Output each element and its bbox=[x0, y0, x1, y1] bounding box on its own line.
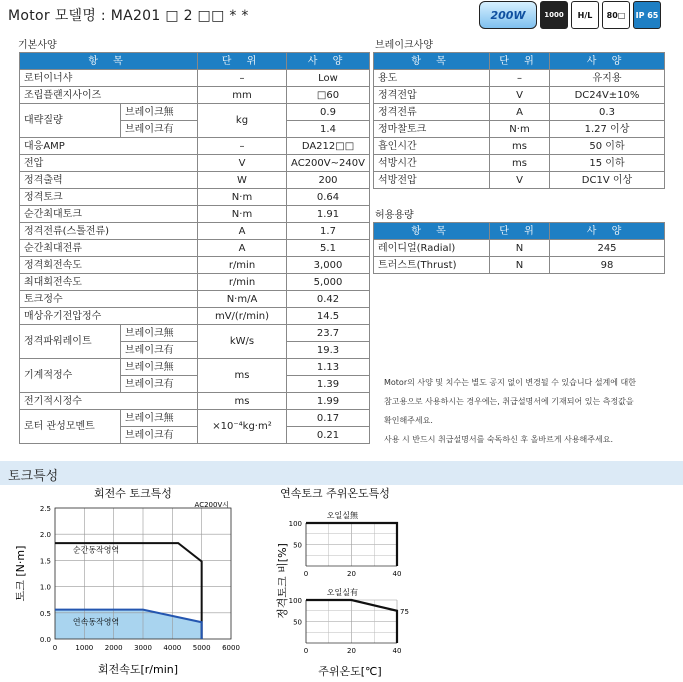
spec-sub-item: 브레이크有 bbox=[121, 342, 198, 359]
spec-row bbox=[20, 189, 370, 206]
spec-value: 0.17 bbox=[287, 410, 370, 427]
spec-value: 1.91 bbox=[287, 206, 370, 223]
load-unit: N bbox=[490, 240, 550, 257]
brake-col-unit: 단 위 bbox=[490, 53, 550, 70]
spec-unit: kW/s bbox=[198, 325, 287, 359]
spec-value: 14.5 bbox=[287, 308, 370, 325]
col-value: 사 양 bbox=[287, 53, 370, 70]
brake-col-value: 사 양 bbox=[550, 53, 665, 70]
x-tick-label: 4000 bbox=[163, 644, 182, 652]
spec-value: 1.13 bbox=[287, 359, 370, 376]
x-tick-label: 2000 bbox=[104, 644, 123, 652]
spec-value: 1.4 bbox=[287, 121, 370, 138]
spec-value: □60 bbox=[287, 87, 370, 104]
spec-row bbox=[20, 274, 370, 291]
spec-item: 로터이너샤 bbox=[20, 70, 198, 87]
y-tick-label: 2.0 bbox=[39, 531, 51, 540]
brake-item: 흡인시간 bbox=[374, 138, 490, 155]
chart2-title: 연속토크 주위온도특성 bbox=[280, 487, 390, 500]
spec-sub-item: 브레이크有 bbox=[121, 376, 198, 393]
spec-unit: r/min bbox=[198, 274, 287, 291]
spec-row bbox=[20, 291, 370, 308]
torque-section-title: 토크특성 bbox=[8, 469, 59, 484]
speed-torque-chart bbox=[14, 486, 240, 676]
load-spec-label: 허용용량 bbox=[375, 210, 414, 221]
spec-item: 최대회전속도 bbox=[20, 274, 198, 291]
brake-value: DC1V 이상 bbox=[550, 172, 665, 189]
spec-unit: – bbox=[198, 70, 287, 87]
spec-value: 200 bbox=[287, 172, 370, 189]
spec-sub-item: 브레이크無 bbox=[121, 104, 198, 121]
col-unit: 단 위 bbox=[198, 53, 287, 70]
brake-value: DC24V±10% bbox=[550, 87, 665, 104]
spec-value: 0.42 bbox=[287, 291, 370, 308]
load-col-value: 사 양 bbox=[550, 223, 665, 240]
brake-value: 1.27 이상 bbox=[550, 121, 665, 138]
model-title: Motor 모델명 : MA201 □ 2 □□ * * bbox=[8, 8, 249, 24]
spec-unit: A bbox=[198, 240, 287, 257]
spec-item: 정격파워레이트 bbox=[20, 325, 121, 359]
spec-item: 기계적정수 bbox=[20, 359, 121, 393]
load-row bbox=[374, 240, 665, 257]
spec-sub-item: 브레이크無 bbox=[121, 410, 198, 427]
y-tick-label: 50 bbox=[293, 618, 302, 627]
spec-row bbox=[20, 172, 370, 189]
spec-item: 정격토크 bbox=[20, 189, 198, 206]
load-unit: N bbox=[490, 257, 550, 274]
spec-item: 정격회전속도 bbox=[20, 257, 198, 274]
brake-item: 정마찰토크 bbox=[374, 121, 490, 138]
series-label-peak: 순간동작영역 bbox=[72, 545, 120, 555]
spec-value: 3,000 bbox=[287, 257, 370, 274]
brake-row bbox=[374, 104, 665, 121]
spec-unit: W bbox=[198, 172, 287, 189]
spec-item: 정격전류(스톨전류) bbox=[20, 223, 198, 240]
torque-charts bbox=[0, 485, 683, 682]
brake-item: 정격전압 bbox=[374, 87, 490, 104]
spec-row bbox=[20, 308, 370, 325]
y-tick-label: 0.0 bbox=[39, 636, 51, 644]
spec-unit: kg bbox=[198, 104, 287, 138]
basic-spec-label: 기본사양 bbox=[18, 40, 57, 51]
spec-row bbox=[20, 223, 370, 240]
x-tick-label: 0 bbox=[52, 644, 58, 652]
brake-spec-label: 브레이크사양 bbox=[375, 40, 433, 51]
spec-unit: ms bbox=[198, 359, 287, 393]
spec-item: 정격출력 bbox=[20, 172, 198, 189]
brake-unit: – bbox=[490, 70, 550, 87]
x-tick-label: 0 bbox=[303, 570, 309, 578]
spec-unit: A bbox=[198, 223, 287, 240]
chart1-ylabel: 토크 [N·m] bbox=[14, 545, 27, 602]
spec-row bbox=[20, 70, 370, 87]
load-item: 레이디얼(Radial) bbox=[374, 240, 490, 257]
temperature-torque-chart bbox=[275, 486, 409, 678]
brake-spec-table bbox=[373, 52, 665, 189]
spec-sub-item: 브레이크無 bbox=[121, 359, 198, 376]
basic-header-row bbox=[20, 53, 370, 70]
spec-unit: ms bbox=[198, 393, 287, 410]
brake-row bbox=[374, 121, 665, 138]
load-header-row bbox=[374, 223, 665, 240]
spec-unit: – bbox=[198, 138, 287, 155]
brake-value: 50 이하 bbox=[550, 138, 665, 155]
y-tick-label: 50 bbox=[293, 541, 302, 550]
spec-sub-item: 브레이크有 bbox=[121, 427, 198, 444]
spec-value: 5.1 bbox=[287, 240, 370, 257]
spec-item: 조립플랜지사이즈 bbox=[20, 87, 198, 104]
spec-row bbox=[20, 138, 370, 155]
x-tick-label: 20 bbox=[347, 570, 356, 578]
chart2-ylabel: 정격토크 비[%] bbox=[276, 543, 289, 619]
brake-value: 0.3 bbox=[550, 104, 665, 121]
spec-row bbox=[20, 155, 370, 172]
spec-value: 0.21 bbox=[287, 427, 370, 444]
brake-unit: N·m bbox=[490, 121, 550, 138]
end-value-label: 75 bbox=[400, 607, 409, 616]
spec-unit: V bbox=[198, 155, 287, 172]
x-tick-label: 1000 bbox=[75, 644, 94, 652]
brake-row bbox=[374, 138, 665, 155]
spec-value: DA212□□ bbox=[287, 138, 370, 155]
spec-row bbox=[20, 206, 370, 223]
spec-row bbox=[20, 257, 370, 274]
spec-row bbox=[20, 240, 370, 257]
brake-value: 유지용 bbox=[550, 70, 665, 87]
x-tick-label: 3000 bbox=[134, 644, 152, 652]
spec-value: 23.7 bbox=[287, 325, 370, 342]
spec-item: 순간최대전류 bbox=[20, 240, 198, 257]
brake-unit: V bbox=[490, 87, 550, 104]
y-tick-label: 1.0 bbox=[39, 583, 51, 592]
brake-item: 용도 bbox=[374, 70, 490, 87]
spec-item: 토크정수 bbox=[20, 291, 198, 308]
x-tick-label: 40 bbox=[392, 647, 402, 655]
brake-unit: ms bbox=[490, 155, 550, 172]
y-tick-label: 0.5 bbox=[39, 609, 51, 618]
badge-encoder: 1000 bbox=[540, 1, 568, 29]
brake-row bbox=[374, 70, 665, 87]
spec-unit: r/min bbox=[198, 257, 287, 274]
brake-row bbox=[374, 172, 665, 189]
spec-sub-item: 브레이크有 bbox=[121, 121, 198, 138]
spec-unit: N·m bbox=[198, 189, 287, 206]
brake-row bbox=[374, 155, 665, 172]
brake-item: 정격전류 bbox=[374, 104, 490, 121]
spec-value: 1.39 bbox=[287, 376, 370, 393]
note-line: 사용 시 반드시 취급설명서를 숙독하신 후 올바르게 사용해주세요. bbox=[384, 435, 613, 444]
spec-value: 5,000 bbox=[287, 274, 370, 291]
spec-item: 대략질량 bbox=[20, 104, 121, 138]
note-line: 참고용으로 사용하시는 경우에는, 취급설명서에 기재되어 있는 측정값을 bbox=[384, 397, 634, 406]
brake-row bbox=[374, 87, 665, 104]
spec-row bbox=[20, 393, 370, 410]
load-col-unit: 단 위 bbox=[490, 223, 550, 240]
chart2-xlabel: 주위온도[℃] bbox=[318, 665, 382, 678]
load-value: 245 bbox=[550, 240, 665, 257]
spec-item: 순간최대토크 bbox=[20, 206, 198, 223]
spec-row bbox=[20, 104, 370, 121]
note-line: 확인해주세요. bbox=[384, 416, 433, 425]
spec-value: 0.64 bbox=[287, 189, 370, 206]
brake-unit: A bbox=[490, 104, 550, 121]
spec-unit: ×10⁻⁴kg·m² bbox=[198, 410, 287, 444]
x-tick-label: 5000 bbox=[192, 644, 211, 652]
col-item: 항 목 bbox=[20, 53, 198, 70]
brake-col-item: 항 목 bbox=[374, 53, 490, 70]
chart1-title: 회전수 토크특성 bbox=[94, 487, 172, 500]
spec-item: 전기적시정수 bbox=[20, 393, 198, 410]
chart1-xlabel: 회전속도[r/min] bbox=[97, 663, 179, 676]
y-tick-label: 1.5 bbox=[39, 557, 51, 566]
chart1-annotation: AC200V시 bbox=[194, 501, 229, 509]
spec-row bbox=[20, 410, 370, 427]
spec-value: AC200V~240V bbox=[287, 155, 370, 172]
spec-item: 매상유기전압정수 bbox=[20, 308, 198, 325]
brake-item: 석방전압 bbox=[374, 172, 490, 189]
spec-value: 19.3 bbox=[287, 342, 370, 359]
x-tick-label: 20 bbox=[347, 647, 356, 655]
load-spec-table bbox=[373, 222, 665, 274]
x-tick-label: 0 bbox=[303, 647, 309, 655]
y-tick-label: 100 bbox=[288, 520, 302, 528]
brake-header-row bbox=[374, 53, 665, 70]
badge-flange: 80□ bbox=[602, 1, 630, 29]
spec-item: 로터 관성모멘트 bbox=[20, 410, 121, 444]
spec-row bbox=[20, 87, 370, 104]
brake-unit: V bbox=[490, 172, 550, 189]
x-tick-label: 40 bbox=[392, 570, 402, 578]
note-line: Motor의 사양 및 치수는 별도 공지 없이 변경될 수 있습니다 설계에 대한 bbox=[384, 378, 637, 387]
subplot-label: 오일실無 bbox=[326, 511, 358, 520]
spec-row bbox=[20, 359, 370, 376]
spec-value: 1.7 bbox=[287, 223, 370, 240]
spec-value: 0.9 bbox=[287, 104, 370, 121]
y-tick-label: 100 bbox=[288, 597, 302, 605]
spec-item: 전압 bbox=[20, 155, 198, 172]
load-item: 트러스트(Thrust) bbox=[374, 257, 490, 274]
spec-value: Low bbox=[287, 70, 370, 87]
spec-unit: mV/(r/min) bbox=[198, 308, 287, 325]
badge-200w: 200W bbox=[479, 1, 537, 29]
spec-sub-item: 브레이크無 bbox=[121, 325, 198, 342]
brake-unit: ms bbox=[490, 138, 550, 155]
load-col-item: 항 목 bbox=[374, 223, 490, 240]
load-value: 98 bbox=[550, 257, 665, 274]
subplot-label: 오일실有 bbox=[326, 588, 358, 597]
spec-row bbox=[20, 325, 370, 342]
spec-item: 대응AMP bbox=[20, 138, 198, 155]
badge-hl: H/L bbox=[571, 1, 599, 29]
badge-ip65: IP 65 bbox=[633, 1, 661, 29]
spec-unit: mm bbox=[198, 87, 287, 104]
spec-value: 1.99 bbox=[287, 393, 370, 410]
brake-item: 석방시간 bbox=[374, 155, 490, 172]
spec-badges bbox=[479, 1, 661, 29]
load-row bbox=[374, 257, 665, 274]
brake-value: 15 이하 bbox=[550, 155, 665, 172]
spec-unit: N·m bbox=[198, 206, 287, 223]
y-tick-label: 2.5 bbox=[39, 505, 51, 513]
x-tick-label: 6000 bbox=[222, 644, 240, 652]
torque-section-bar bbox=[0, 461, 683, 485]
basic-spec-table bbox=[19, 52, 370, 444]
spec-unit: N·m/A bbox=[198, 291, 287, 308]
series-label-continuous: 연속동작영역 bbox=[72, 617, 120, 627]
